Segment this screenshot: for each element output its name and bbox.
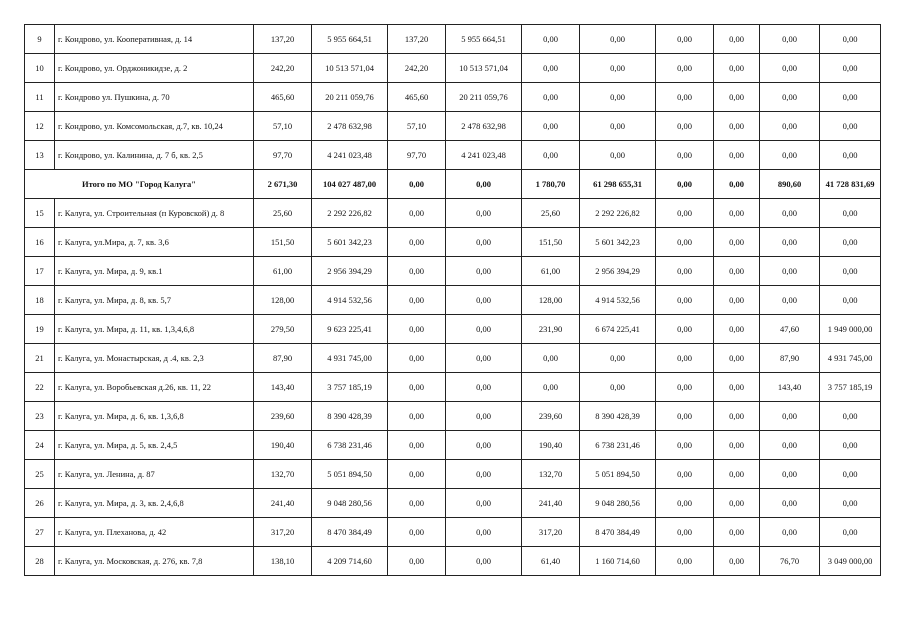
value-cell: 0,00 — [760, 489, 820, 518]
table-row — [25, 547, 881, 576]
table-row — [25, 228, 881, 257]
row-number: 26 — [25, 489, 55, 518]
value-cell: 0,00 — [760, 286, 820, 315]
value-cell: 0,00 — [522, 25, 580, 54]
value-cell: 0,00 — [656, 286, 714, 315]
value-cell: 3 757 185,19 — [312, 373, 388, 402]
value-cell: 0,00 — [446, 257, 522, 286]
value-cell: 5 051 894,50 — [580, 460, 656, 489]
value-cell: 0,00 — [820, 141, 881, 170]
value-cell: 2 956 394,29 — [312, 257, 388, 286]
value-cell: 0,00 — [580, 141, 656, 170]
row-number: 25 — [25, 460, 55, 489]
row-number: 28 — [25, 547, 55, 576]
value-cell: 5 601 342,23 — [312, 228, 388, 257]
value-cell: 0,00 — [714, 141, 760, 170]
address-cell: г. Калуга, ул. Строительная (п Куровской) д. 8 — [55, 199, 254, 228]
value-cell: 8 390 428,39 — [580, 402, 656, 431]
address-cell: г. Калуга, ул. Воробьевская д.26, кв. 11, 22 — [55, 373, 254, 402]
value-cell: 0,00 — [656, 25, 714, 54]
value-cell: 0,00 — [714, 431, 760, 460]
value-cell: 0,00 — [760, 54, 820, 83]
value-cell: 0,00 — [388, 199, 446, 228]
value-cell: 0,00 — [656, 431, 714, 460]
value-cell: 2 292 226,82 — [312, 199, 388, 228]
value-cell: 0,00 — [656, 460, 714, 489]
table-row — [25, 489, 881, 518]
value-cell: 138,10 — [254, 547, 312, 576]
value-cell: 0,00 — [714, 228, 760, 257]
value-cell: 104 027 487,00 — [312, 170, 388, 199]
value-cell: 0,00 — [714, 199, 760, 228]
row-number: 21 — [25, 344, 55, 373]
value-cell: 0,00 — [820, 112, 881, 141]
value-cell: 0,00 — [446, 170, 522, 199]
value-cell: 97,70 — [388, 141, 446, 170]
value-cell: 61 298 655,31 — [580, 170, 656, 199]
address-cell: г. Кондрово, ул. Калинина, д. 7 б, кв. 2,5 — [55, 141, 254, 170]
value-cell: 5 051 894,50 — [312, 460, 388, 489]
value-cell: 2 956 394,29 — [580, 257, 656, 286]
address-cell: г. Калуга, ул. Мира, д. 9, кв.1 — [55, 257, 254, 286]
address-cell: г. Кондрово ул. Пушкина, д. 70 — [55, 83, 254, 112]
value-cell: 5 955 664,51 — [446, 25, 522, 54]
value-cell: 0,00 — [580, 54, 656, 83]
value-cell: 241,40 — [254, 489, 312, 518]
value-cell: 0,00 — [714, 286, 760, 315]
table-row — [25, 141, 881, 170]
value-cell: 0,00 — [388, 373, 446, 402]
value-cell: 0,00 — [656, 518, 714, 547]
value-cell: 0,00 — [580, 83, 656, 112]
value-cell: 0,00 — [388, 315, 446, 344]
value-cell: 61,40 — [522, 547, 580, 576]
value-cell: 0,00 — [446, 431, 522, 460]
value-cell: 6 738 231,46 — [580, 431, 656, 460]
table-row — [25, 199, 881, 228]
value-cell: 190,40 — [522, 431, 580, 460]
value-cell: 0,00 — [522, 83, 580, 112]
value-cell: 0,00 — [820, 25, 881, 54]
value-cell: 0,00 — [656, 83, 714, 112]
value-cell: 0,00 — [820, 228, 881, 257]
value-cell: 8 470 384,49 — [580, 518, 656, 547]
table-row — [25, 112, 881, 141]
value-cell: 151,50 — [522, 228, 580, 257]
value-cell: 4 241 023,48 — [446, 141, 522, 170]
value-cell: 0,00 — [760, 518, 820, 547]
table-row — [25, 83, 881, 112]
value-cell: 0,00 — [388, 518, 446, 547]
address-cell: г. Кондрово, ул. Кооперативная, д. 14 — [55, 25, 254, 54]
address-cell: г. Калуга, ул. Ленина, д. 87 — [55, 460, 254, 489]
value-cell: 0,00 — [656, 170, 714, 199]
row-number: 27 — [25, 518, 55, 547]
address-cell: г. Кондрово, ул. Орджоникидзе, д. 2 — [55, 54, 254, 83]
value-cell: 137,20 — [388, 25, 446, 54]
value-cell: 1 160 714,60 — [580, 547, 656, 576]
value-cell: 57,10 — [388, 112, 446, 141]
value-cell: 0,00 — [446, 199, 522, 228]
value-cell: 0,00 — [522, 344, 580, 373]
row-number: 23 — [25, 402, 55, 431]
value-cell: 0,00 — [656, 402, 714, 431]
table-row — [25, 315, 881, 344]
value-cell: 0,00 — [714, 489, 760, 518]
value-cell: 0,00 — [446, 460, 522, 489]
value-cell: 5 955 664,51 — [312, 25, 388, 54]
value-cell: 10 513 571,04 — [446, 54, 522, 83]
value-cell: 87,90 — [760, 344, 820, 373]
value-cell: 8 470 384,49 — [312, 518, 388, 547]
value-cell: 2 671,30 — [254, 170, 312, 199]
value-cell: 0,00 — [714, 54, 760, 83]
address-cell: г. Калуга, ул. Мира, д. 3, кв. 2,4,6,8 — [55, 489, 254, 518]
value-cell: 0,00 — [580, 373, 656, 402]
value-cell: 0,00 — [388, 547, 446, 576]
value-cell: 0,00 — [714, 25, 760, 54]
value-cell: 0,00 — [760, 460, 820, 489]
value-cell: 0,00 — [522, 141, 580, 170]
value-cell: 0,00 — [388, 286, 446, 315]
value-cell: 8 390 428,39 — [312, 402, 388, 431]
value-cell: 9 623 225,41 — [312, 315, 388, 344]
value-cell: 0,00 — [760, 199, 820, 228]
value-cell: 0,00 — [820, 518, 881, 547]
value-cell: 151,50 — [254, 228, 312, 257]
value-cell: 0,00 — [714, 344, 760, 373]
value-cell: 3 757 185,19 — [820, 373, 881, 402]
address-cell: г. Калуга, ул. Мира, д. 5, кв. 2,4,5 — [55, 431, 254, 460]
value-cell: 0,00 — [760, 257, 820, 286]
value-cell: 0,00 — [820, 489, 881, 518]
value-cell: 0,00 — [714, 373, 760, 402]
value-cell: 61,00 — [522, 257, 580, 286]
value-cell: 242,20 — [254, 54, 312, 83]
value-cell: 0,00 — [388, 228, 446, 257]
value-cell: 0,00 — [656, 489, 714, 518]
property-table — [24, 24, 881, 576]
value-cell: 0,00 — [820, 286, 881, 315]
value-cell: 0,00 — [820, 460, 881, 489]
value-cell: 1 780,70 — [522, 170, 580, 199]
value-cell: 0,00 — [656, 228, 714, 257]
value-cell: 1 949 000,00 — [820, 315, 881, 344]
row-number: 15 — [25, 199, 55, 228]
value-cell: 128,00 — [254, 286, 312, 315]
address-cell: г. Калуга, ул. Плеханова, д. 42 — [55, 518, 254, 547]
value-cell: 2 478 632,98 — [312, 112, 388, 141]
table-row — [25, 460, 881, 489]
value-cell: 87,90 — [254, 344, 312, 373]
value-cell: 0,00 — [388, 170, 446, 199]
value-cell: 143,40 — [254, 373, 312, 402]
row-number: 11 — [25, 83, 55, 112]
value-cell: 57,10 — [254, 112, 312, 141]
value-cell: 0,00 — [714, 518, 760, 547]
value-cell: 47,60 — [760, 315, 820, 344]
value-cell: 76,70 — [760, 547, 820, 576]
row-number: 19 — [25, 315, 55, 344]
value-cell: 0,00 — [522, 373, 580, 402]
value-cell: 0,00 — [446, 402, 522, 431]
value-cell: 97,70 — [254, 141, 312, 170]
value-cell: 0,00 — [446, 286, 522, 315]
value-cell: 890,60 — [760, 170, 820, 199]
value-cell: 0,00 — [388, 402, 446, 431]
value-cell: 231,90 — [522, 315, 580, 344]
table-row — [25, 344, 881, 373]
value-cell: 0,00 — [714, 112, 760, 141]
table-row — [25, 286, 881, 315]
value-cell: 20 211 059,76 — [312, 83, 388, 112]
value-cell: 132,70 — [254, 460, 312, 489]
value-cell: 0,00 — [388, 257, 446, 286]
value-cell: 0,00 — [714, 257, 760, 286]
value-cell: 0,00 — [656, 112, 714, 141]
row-number: 12 — [25, 112, 55, 141]
row-number: 22 — [25, 373, 55, 402]
value-cell: 128,00 — [522, 286, 580, 315]
value-cell: 0,00 — [760, 141, 820, 170]
value-cell: 0,00 — [760, 25, 820, 54]
value-cell: 4 914 532,56 — [580, 286, 656, 315]
value-cell: 0,00 — [760, 112, 820, 141]
value-cell: 0,00 — [446, 489, 522, 518]
value-cell: 41 728 831,69 — [820, 170, 881, 199]
value-cell: 241,40 — [522, 489, 580, 518]
value-cell: 0,00 — [820, 431, 881, 460]
value-cell: 0,00 — [820, 54, 881, 83]
table-row — [25, 518, 881, 547]
value-cell: 0,00 — [388, 344, 446, 373]
value-cell: 0,00 — [656, 373, 714, 402]
value-cell: 6 738 231,46 — [312, 431, 388, 460]
value-cell: 0,00 — [446, 547, 522, 576]
value-cell: 4 209 714,60 — [312, 547, 388, 576]
table-body — [25, 25, 881, 576]
value-cell: 0,00 — [446, 228, 522, 257]
value-cell: 0,00 — [446, 315, 522, 344]
value-cell: 0,00 — [656, 315, 714, 344]
value-cell: 4 931 745,00 — [820, 344, 881, 373]
value-cell: 132,70 — [522, 460, 580, 489]
value-cell: 242,20 — [388, 54, 446, 83]
row-number: 18 — [25, 286, 55, 315]
value-cell: 0,00 — [820, 402, 881, 431]
value-cell: 0,00 — [388, 489, 446, 518]
value-cell: 0,00 — [714, 402, 760, 431]
total-label: Итого по МО "Город Калуга" — [25, 170, 254, 199]
total-row — [25, 170, 881, 199]
table-row — [25, 373, 881, 402]
value-cell: 465,60 — [254, 83, 312, 112]
value-cell: 0,00 — [388, 460, 446, 489]
value-cell: 0,00 — [760, 83, 820, 112]
value-cell: 0,00 — [656, 141, 714, 170]
value-cell: 6 674 225,41 — [580, 315, 656, 344]
value-cell: 0,00 — [714, 315, 760, 344]
value-cell: 0,00 — [820, 199, 881, 228]
value-cell: 9 048 280,56 — [580, 489, 656, 518]
address-cell: г. Калуга, ул. Мира, д. 6, кв. 1,3,6,8 — [55, 402, 254, 431]
value-cell: 0,00 — [656, 344, 714, 373]
value-cell: 9 048 280,56 — [312, 489, 388, 518]
address-cell: г. Калуга, ул. Московская, д. 276, кв. 7,8 — [55, 547, 254, 576]
row-number: 24 — [25, 431, 55, 460]
table-row — [25, 257, 881, 286]
value-cell: 0,00 — [760, 228, 820, 257]
value-cell: 190,40 — [254, 431, 312, 460]
value-cell: 0,00 — [446, 344, 522, 373]
table-row — [25, 431, 881, 460]
value-cell: 5 601 342,23 — [580, 228, 656, 257]
value-cell: 0,00 — [714, 547, 760, 576]
row-number: 10 — [25, 54, 55, 83]
value-cell: 0,00 — [820, 257, 881, 286]
value-cell: 2 292 226,82 — [580, 199, 656, 228]
value-cell: 0,00 — [446, 518, 522, 547]
value-cell: 279,50 — [254, 315, 312, 344]
value-cell: 0,00 — [388, 431, 446, 460]
address-cell: г. Калуга, ул. Монастырская, д .4, кв. 2,3 — [55, 344, 254, 373]
value-cell: 465,60 — [388, 83, 446, 112]
value-cell: 2 478 632,98 — [446, 112, 522, 141]
row-number: 16 — [25, 228, 55, 257]
row-number: 9 — [25, 25, 55, 54]
value-cell: 143,40 — [760, 373, 820, 402]
value-cell: 317,20 — [254, 518, 312, 547]
value-cell: 0,00 — [656, 54, 714, 83]
value-cell: 0,00 — [656, 257, 714, 286]
table-row — [25, 54, 881, 83]
value-cell: 4 931 745,00 — [312, 344, 388, 373]
value-cell: 25,60 — [522, 199, 580, 228]
value-cell: 0,00 — [580, 25, 656, 54]
address-cell: г. Кондрово, ул. Комсомольская, д.7, кв. 10,24 — [55, 112, 254, 141]
value-cell: 239,60 — [254, 402, 312, 431]
value-cell: 0,00 — [760, 402, 820, 431]
table-row — [25, 25, 881, 54]
address-cell: г. Калуга, ул.Мира, д. 7, кв. 3,6 — [55, 228, 254, 257]
value-cell: 137,20 — [254, 25, 312, 54]
value-cell: 3 049 000,00 — [820, 547, 881, 576]
row-number: 17 — [25, 257, 55, 286]
value-cell: 0,00 — [820, 83, 881, 112]
value-cell: 4 241 023,48 — [312, 141, 388, 170]
value-cell: 0,00 — [522, 112, 580, 141]
value-cell: 0,00 — [714, 83, 760, 112]
address-cell: г. Калуга, ул. Мира, д. 11, кв. 1,3,4,6,8 — [55, 315, 254, 344]
value-cell: 0,00 — [714, 170, 760, 199]
value-cell: 4 914 532,56 — [312, 286, 388, 315]
value-cell: 0,00 — [656, 199, 714, 228]
row-number: 13 — [25, 141, 55, 170]
value-cell: 0,00 — [714, 460, 760, 489]
value-cell: 0,00 — [760, 431, 820, 460]
value-cell: 0,00 — [446, 373, 522, 402]
value-cell: 317,20 — [522, 518, 580, 547]
address-cell: г. Калуга, ул. Мира, д. 8, кв. 5,7 — [55, 286, 254, 315]
value-cell: 10 513 571,04 — [312, 54, 388, 83]
value-cell: 61,00 — [254, 257, 312, 286]
table-row — [25, 402, 881, 431]
value-cell: 20 211 059,76 — [446, 83, 522, 112]
value-cell: 0,00 — [656, 547, 714, 576]
value-cell: 0,00 — [580, 344, 656, 373]
value-cell: 0,00 — [580, 112, 656, 141]
value-cell: 25,60 — [254, 199, 312, 228]
value-cell: 239,60 — [522, 402, 580, 431]
value-cell: 0,00 — [522, 54, 580, 83]
